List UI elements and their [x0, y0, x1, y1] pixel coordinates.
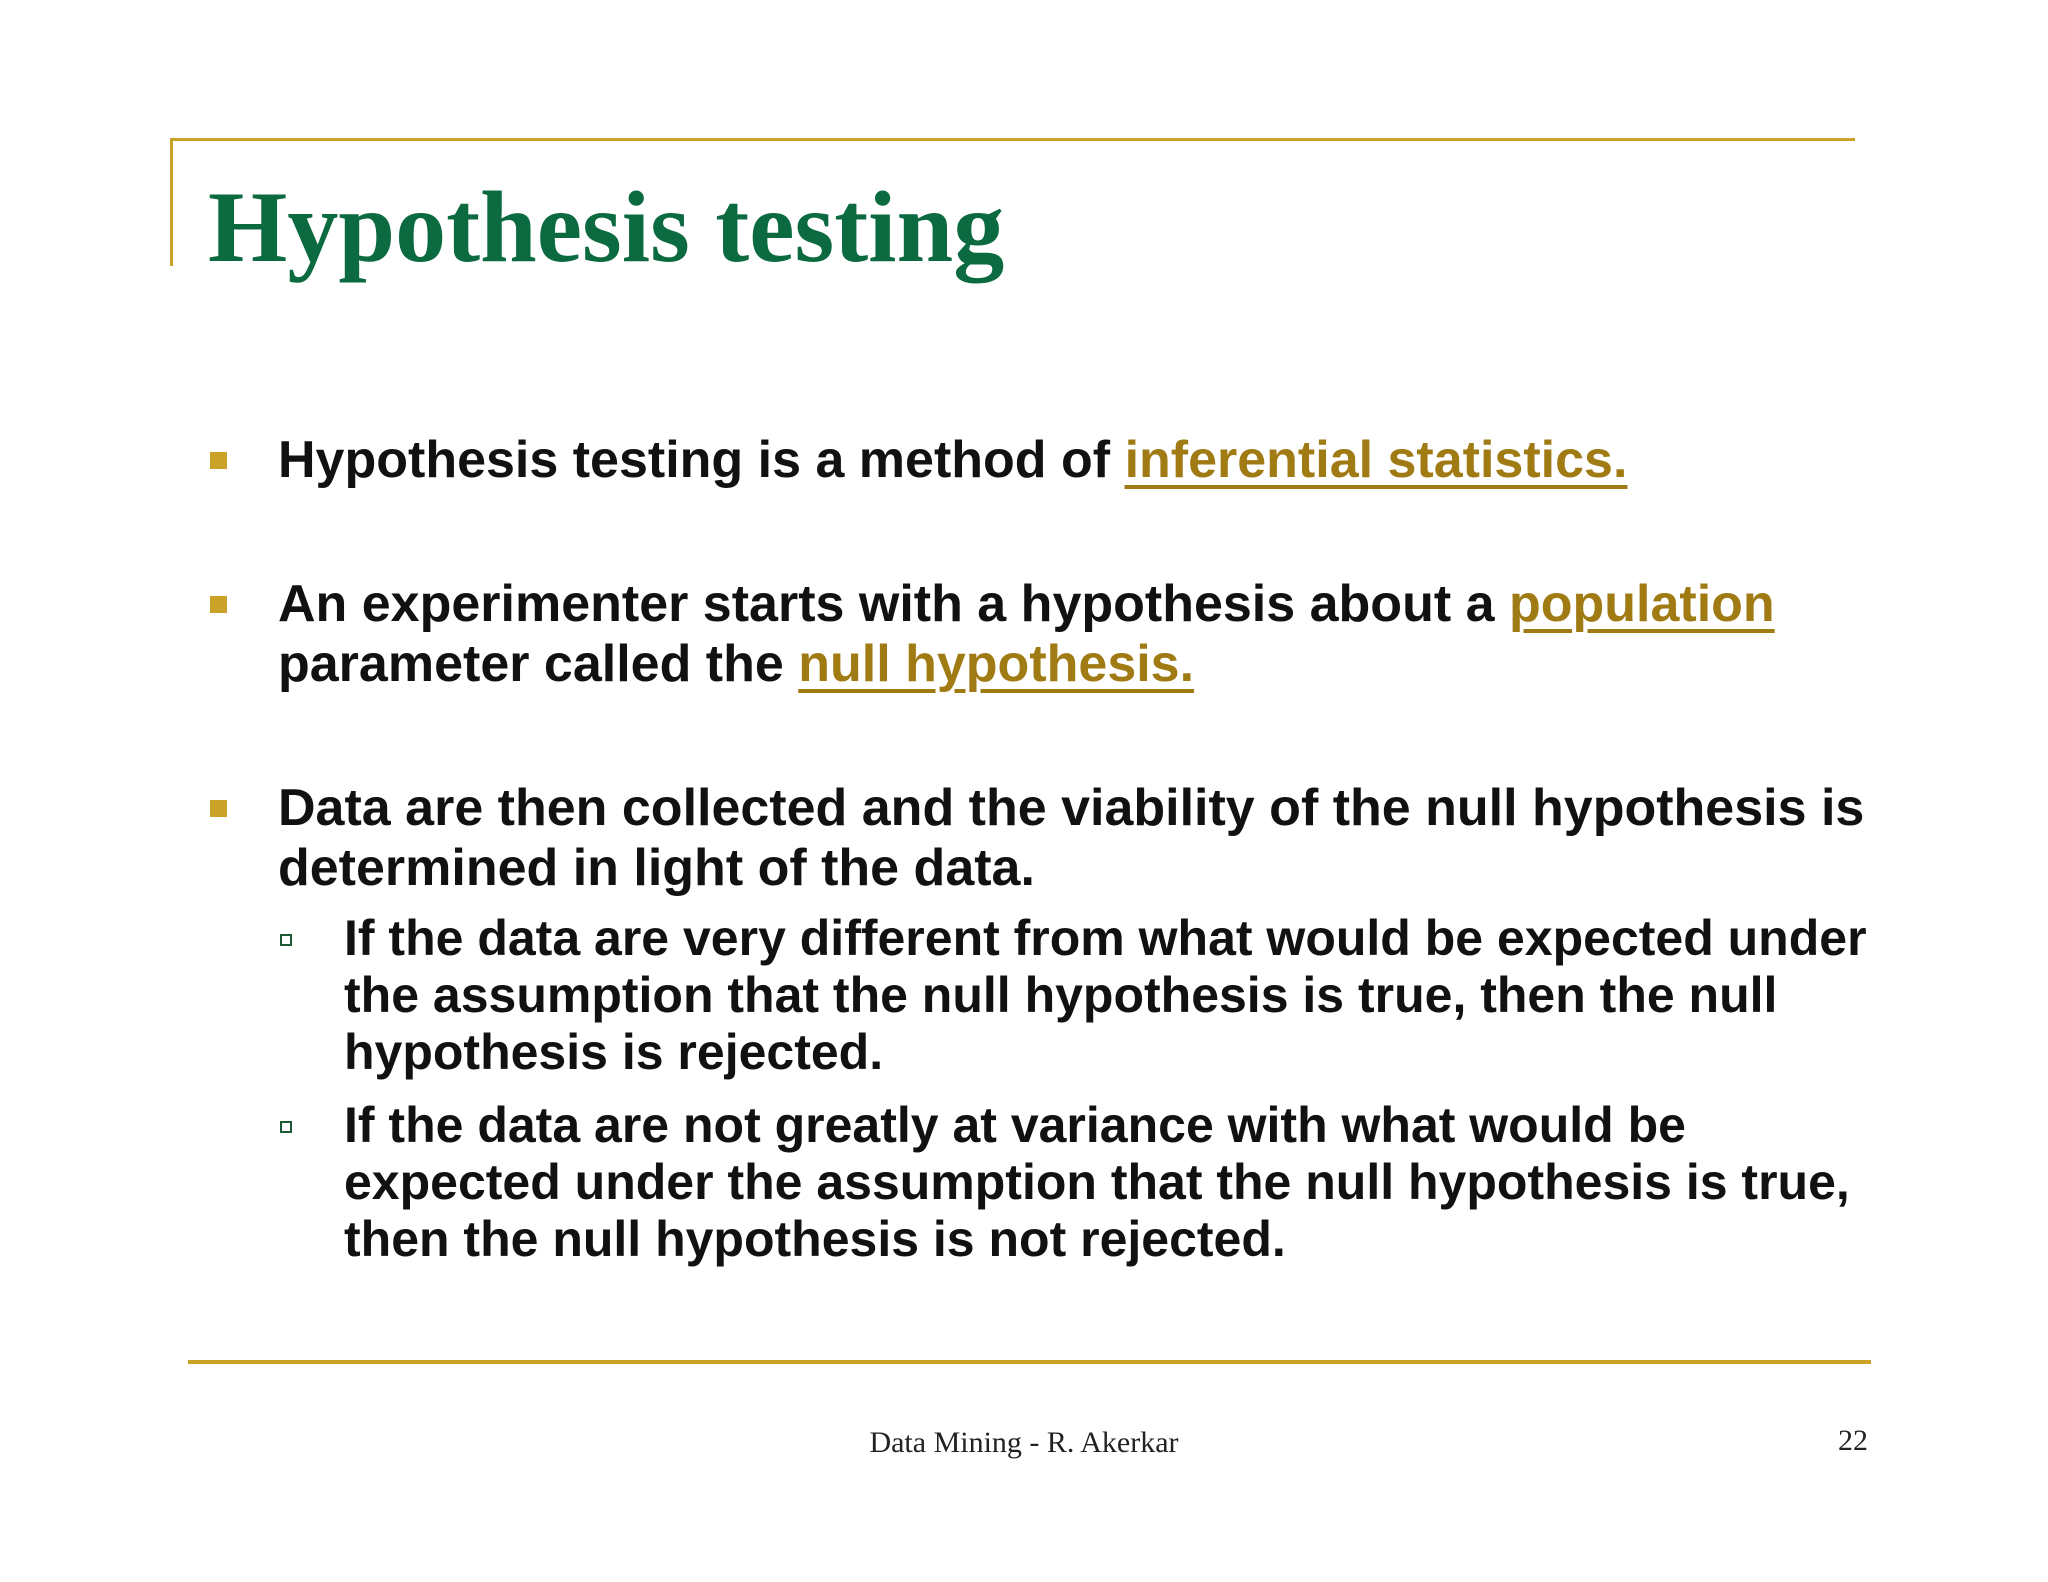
slide-title: Hypothesis testing — [208, 171, 1005, 284]
title-frame-left-line — [170, 138, 173, 266]
bullet-text: An experimenter starts with a hypothesis about a — [278, 575, 1509, 633]
link-null-hypothesis[interactable]: null hypothesis. — [798, 635, 1195, 693]
bullet-item — [208, 574, 1868, 694]
hollow-square-bullet-icon — [280, 934, 292, 946]
bullet-item — [208, 430, 1868, 490]
sub-bullet-item — [208, 910, 1868, 1081]
footer-text: Data Mining - R. Akerkar — [869, 1426, 1179, 1459]
slide-content — [208, 430, 1868, 1268]
bullet-text-continued: parameter called the — [278, 635, 799, 693]
bullet-text: Hypothesis testing is a method of — [278, 431, 1125, 489]
filled-square-bullet-icon — [210, 800, 227, 817]
bullet-text: Data are then collected and the viability of the null hypothesis is determined in light of the data. — [278, 779, 1865, 897]
filled-square-bullet-icon — [210, 452, 227, 469]
sub-bullet-text: If the data are not greatly at variance with what would be expected under the assumption that the null hypothesis is true, then the null hypothesis is not rejected. — [344, 1097, 1850, 1267]
filled-square-bullet-icon — [210, 596, 227, 613]
sub-bullet-item — [208, 1097, 1868, 1268]
title-frame-top-line — [170, 138, 1855, 141]
bullet-item — [208, 778, 1868, 898]
page-number: 22 — [1838, 1424, 1868, 1457]
hollow-square-bullet-icon — [280, 1121, 292, 1133]
link-inferential-statistics[interactable]: inferential statistics. — [1124, 431, 1628, 489]
footer-divider — [188, 1360, 1871, 1364]
sub-bullet-text: If the data are very different from what would be expected under the assumption that the null hypothesis is true, then the null hypothesis is rejected. — [344, 910, 1867, 1080]
link-population[interactable]: population — [1508, 575, 1775, 633]
